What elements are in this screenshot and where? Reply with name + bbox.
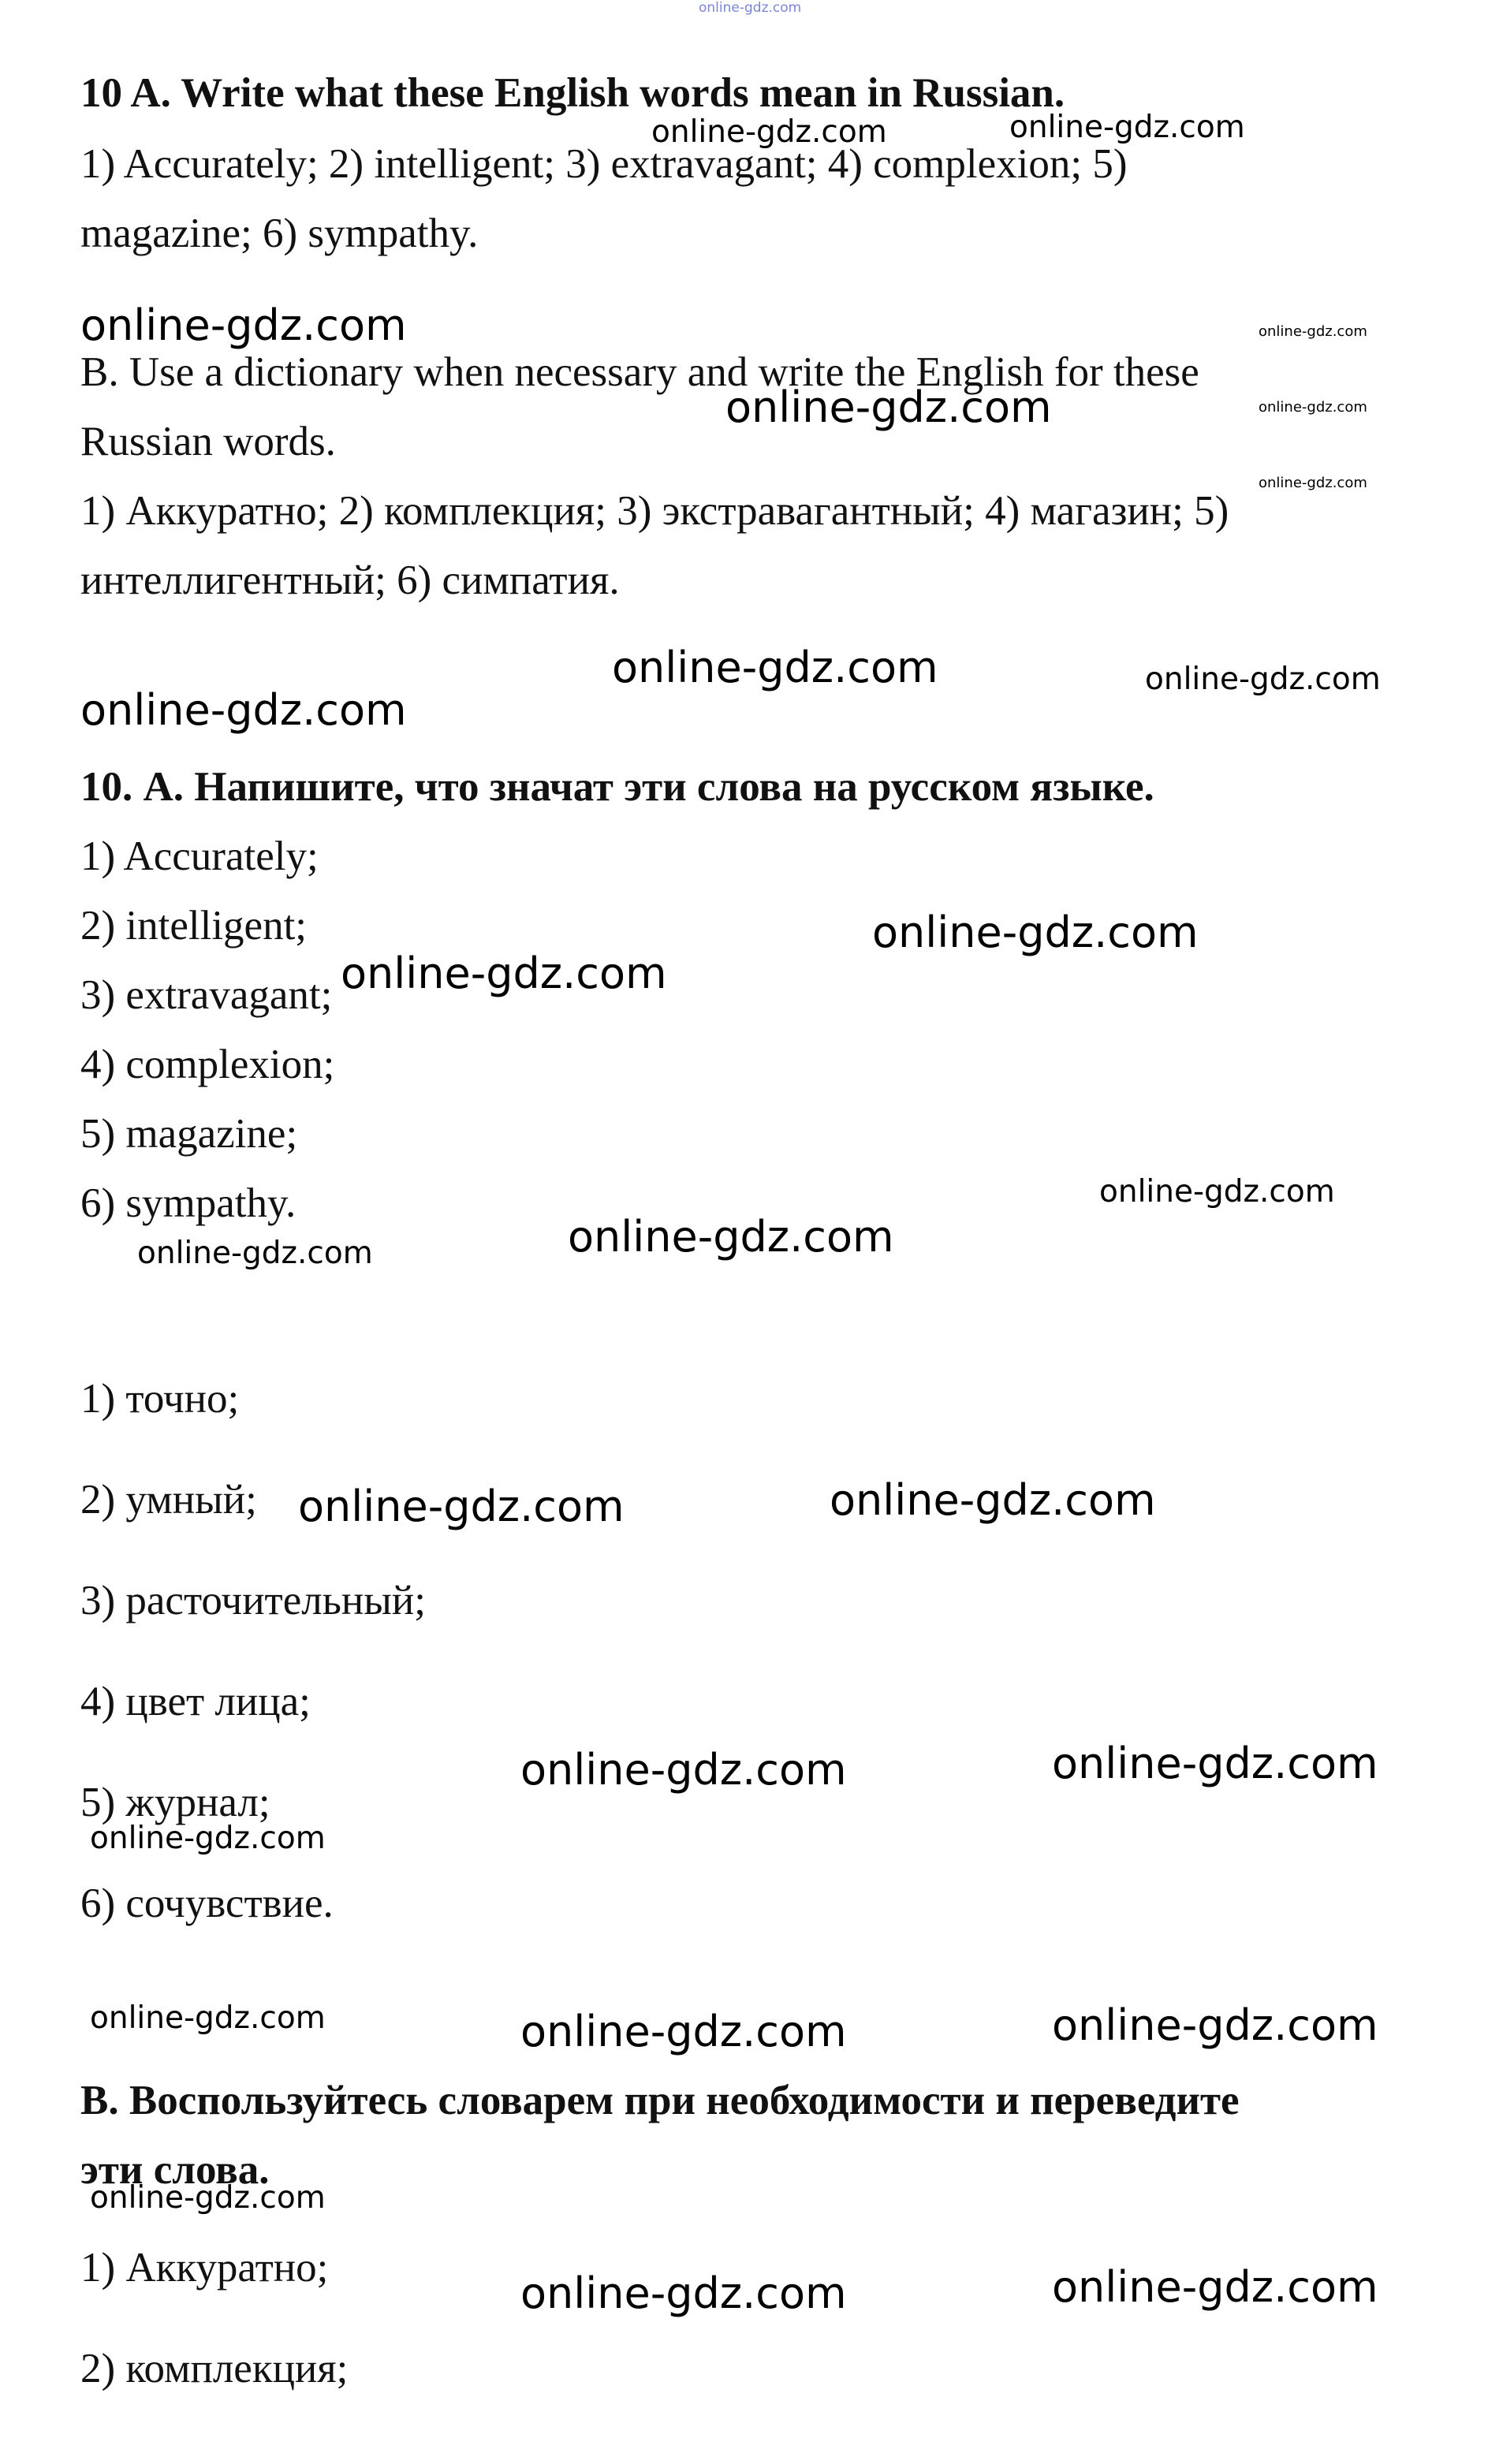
task-b-word-item: 2) комплекция;: [80, 2346, 349, 2391]
word-list-item: 4) complexion;: [80, 1042, 335, 1087]
task-a-heading-en: 10 A. Write what these English words mean in Russian.: [80, 70, 1065, 116]
watermark-text: online-gdz.com: [137, 1236, 373, 1271]
translation-item: 3) расточительный;: [80, 1578, 426, 1623]
watermark-text: online-gdz.com: [1099, 1174, 1335, 1210]
watermark-text: online-gdz.com: [872, 908, 1199, 957]
watermark-text: online-gdz.com: [1052, 2262, 1378, 2312]
word-list-item: 1) Accurately;: [80, 833, 319, 879]
translation-item: 5) журнал;: [80, 1780, 270, 1825]
task-a-words-line-1: 1) Accurately; 2) intelligent; 3) extravagant; 4) complexion; 5): [80, 141, 1128, 187]
word-list-item: 3) extravagant;: [80, 972, 333, 1018]
watermark-text: online-gdz.com: [1259, 399, 1367, 416]
task-b-instruction-line-2: Russian words.: [80, 419, 336, 464]
watermark-text: online-gdz.com: [568, 1212, 894, 1262]
watermark-text: online-gdz.com: [725, 382, 1052, 432]
watermark-text: online-gdz.com: [520, 2007, 847, 2056]
task-b-word-item: 1) Аккуратно;: [80, 2245, 329, 2291]
translation-item: 6) сочувствие.: [80, 1881, 334, 1926]
translation-item: 2) умный;: [80, 1477, 257, 1523]
watermark-text: online-gdz.com: [651, 114, 887, 150]
watermark-text: online-gdz.com: [1145, 662, 1381, 697]
task-a-heading-ru: 10. А. Напишите, что значат эти слова на русском языке.: [80, 764, 1154, 810]
watermark-text: online-gdz.com: [520, 1745, 847, 1795]
word-list-item: 6) sympathy.: [80, 1180, 296, 1226]
watermark-text: online-gdz.com: [699, 0, 802, 16]
watermark-text: online-gdz.com: [520, 2268, 847, 2318]
watermark-text: online-gdz.com: [80, 685, 407, 735]
task-b-words-line-2: интеллигентный; 6) симпатия.: [80, 557, 620, 603]
task-b-instruction-line-1: B. Use a dictionary when necessary and write the English for these: [80, 349, 1199, 395]
watermark-text: online-gdz.com: [90, 2180, 326, 2216]
translation-item: 1) точно;: [80, 1376, 240, 1422]
translation-item: 4) цвет лица;: [80, 1679, 311, 1724]
word-list-item: 2) intelligent;: [80, 903, 308, 949]
task-b-heading-ru-line-2: эти слова.: [80, 2147, 270, 2193]
watermark-text: online-gdz.com: [830, 1475, 1156, 1525]
watermark-text: online-gdz.com: [1052, 2000, 1378, 2050]
watermark-text: online-gdz.com: [90, 1821, 326, 1856]
watermark-text: online-gdz.com: [1052, 1739, 1378, 1788]
watermark-text: online-gdz.com: [80, 300, 407, 350]
word-list-item: 5) magazine;: [80, 1111, 298, 1157]
watermark-text: online-gdz.com: [90, 2000, 326, 2036]
watermark-text: online-gdz.com: [298, 1482, 625, 1531]
watermark-text: online-gdz.com: [612, 643, 938, 692]
watermark-text: online-gdz.com: [1259, 475, 1367, 491]
watermark-text: online-gdz.com: [1009, 110, 1245, 145]
task-a-words-line-2: magazine; 6) sympathy.: [80, 211, 479, 256]
task-b-words-line-1: 1) Аккуратно; 2) комплекция; 3) экстравагантный; 4) магазин; 5): [80, 488, 1229, 534]
watermark-text: online-gdz.com: [1259, 323, 1367, 340]
watermark-text: online-gdz.com: [341, 949, 667, 998]
task-b-heading-ru-line-1: В. Воспользуйтесь словарем при необходимости и переведите: [80, 2078, 1240, 2123]
